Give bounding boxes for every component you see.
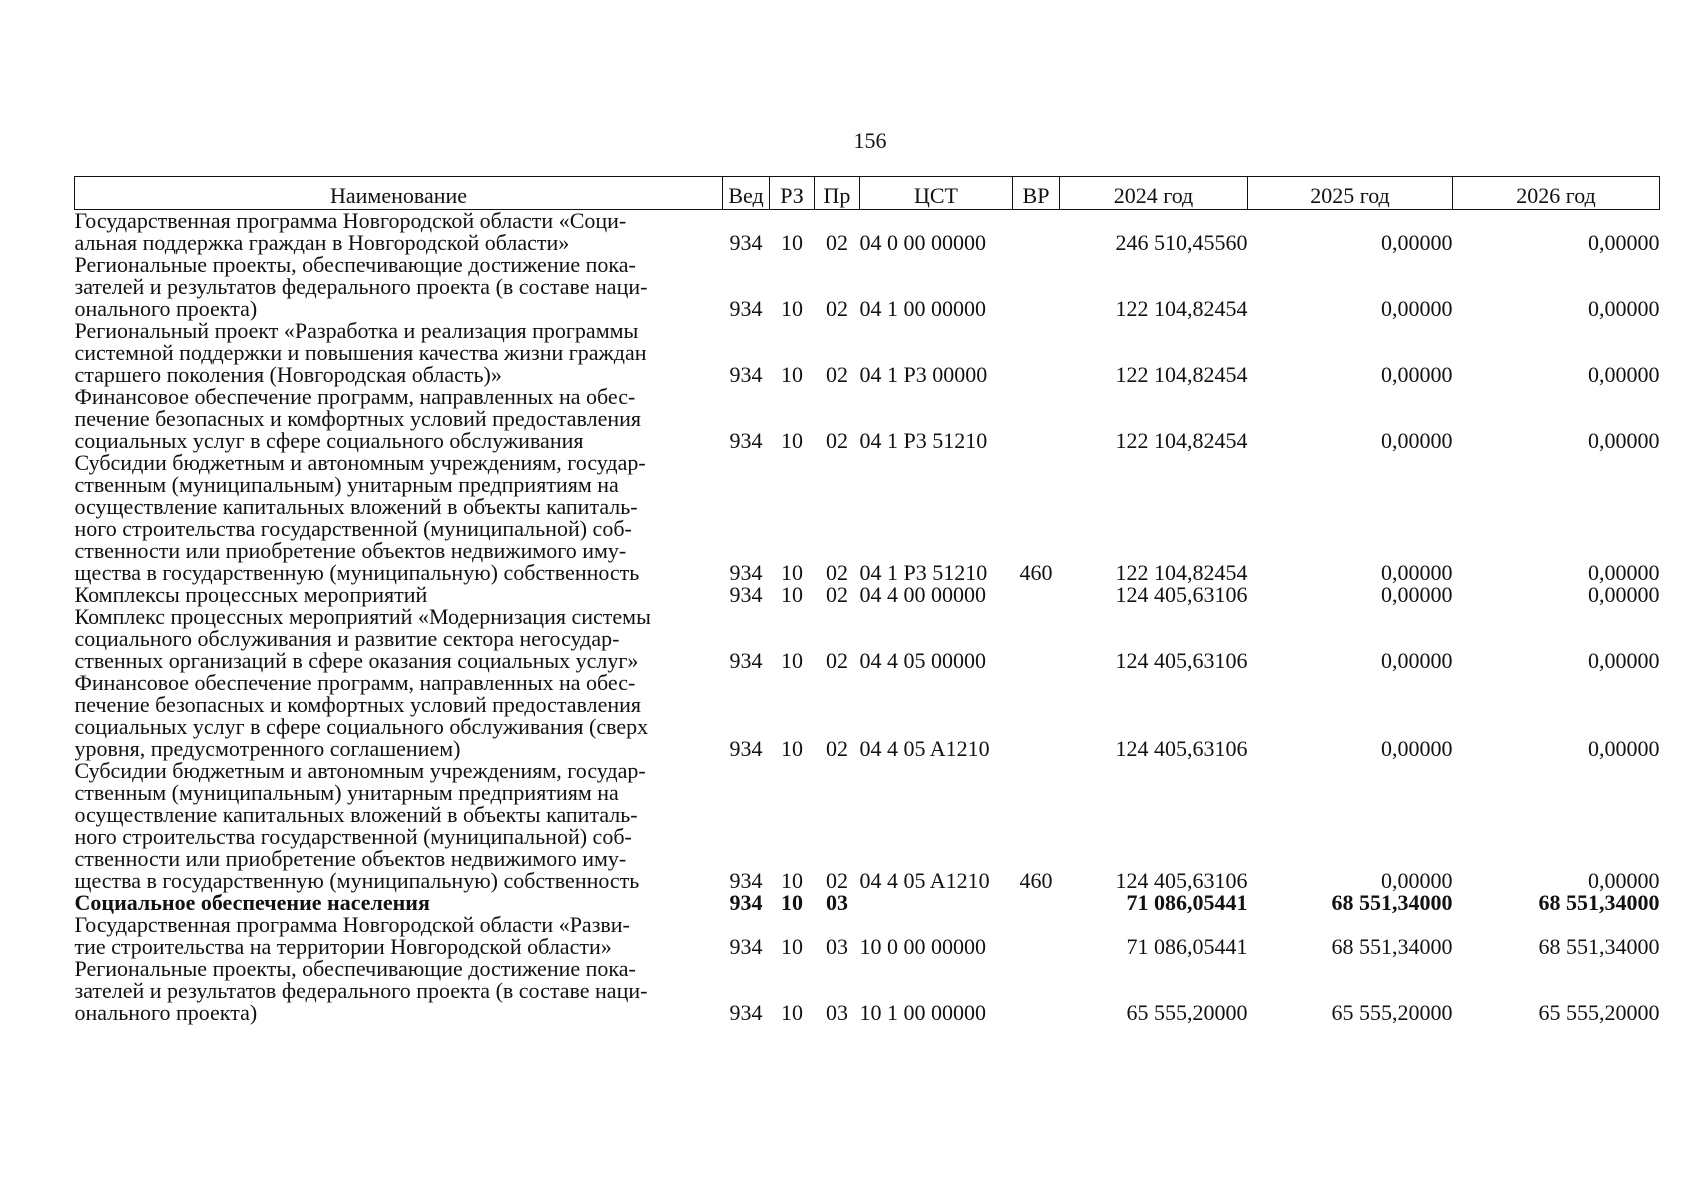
row-name-line: ственным (муниципальным) унитарным предприятиям на (74, 472, 619, 497)
row-name-line: Субсидии бюджетным и автономным учреждениям, государ- (74, 450, 646, 475)
table-row (75, 892, 1660, 914)
row-name (75, 892, 723, 914)
row-vr (1013, 914, 1060, 958)
row-rz: 10 (781, 428, 803, 453)
table-row (75, 254, 1660, 320)
row-ved: 934 (729, 648, 763, 673)
page-number: 156 (853, 128, 887, 153)
row-name (75, 254, 723, 320)
row-amount-2025: 0,00000 (1381, 560, 1453, 585)
row-name (75, 452, 723, 584)
row-ved: 934 (729, 230, 763, 255)
row-pr: 02 (826, 362, 848, 387)
row-amount-2024: 124 405,63106 (1115, 868, 1248, 893)
header-vr: ВР (1013, 177, 1060, 210)
row-amount-2025: 0,00000 (1381, 582, 1453, 607)
row-ved: 934 (729, 1000, 763, 1025)
table-body (75, 210, 1660, 1025)
row-name-line: социальных услуг в сфере социального обслуживания (сверх (74, 714, 649, 739)
row-amount-2024: 122 104,82454 (1115, 296, 1248, 321)
row-pr: 02 (826, 582, 848, 607)
row-name (75, 584, 723, 606)
row-cst: 04 1 P3 00000 (859, 362, 988, 387)
row-rz: 10 (781, 560, 803, 585)
row-ved: 934 (729, 560, 763, 585)
row-amount-2024: 124 405,63106 (1115, 582, 1248, 607)
row-amount-2026: 0,00000 (1588, 230, 1660, 255)
row-ved: 934 (729, 890, 763, 915)
row-vr (1013, 254, 1060, 320)
header-ved: Вед (723, 177, 770, 210)
row-cst (860, 892, 1013, 914)
row-cst: 04 1 P3 51210 (859, 428, 988, 453)
header-2026: 2026 год (1453, 177, 1660, 210)
row-amount-2026: 68 551,34000 (1538, 934, 1660, 959)
row-cst: 10 1 00 00000 (859, 1000, 986, 1025)
row-amount-2026: 0,00000 (1588, 296, 1660, 321)
row-name-line: ственных организаций в сфере оказания социальных услуг» (74, 648, 639, 673)
row-name-line: Региональные проекты, обеспечивающие достижение пока- (74, 252, 636, 277)
row-ved: 934 (729, 582, 763, 607)
row-pr: 02 (826, 648, 848, 673)
row-amount-2026: 0,00000 (1588, 582, 1660, 607)
row-name-line: Комплекс процессных мероприятий «Модернизация системы (74, 604, 651, 629)
row-cst: 04 0 00 00000 (859, 230, 986, 255)
table-row (75, 584, 1660, 606)
row-vr (1013, 386, 1060, 452)
row-pr: 03 (826, 890, 848, 915)
row-name-line: онального проекта) (74, 1000, 258, 1025)
row-rz: 10 (781, 230, 803, 255)
row-amount-2024: 124 405,63106 (1115, 736, 1248, 761)
row-pr: 03 (826, 1000, 848, 1025)
row-vr: 460 (1019, 560, 1053, 585)
header-rz: РЗ (770, 177, 815, 210)
row-rz: 10 (781, 582, 803, 607)
table-row (75, 606, 1660, 672)
row-vr (1013, 958, 1060, 1024)
table-row (75, 958, 1660, 1024)
table-row (75, 914, 1660, 958)
row-name (75, 760, 723, 892)
row-name-line: печение безопасных и комфортных условий предоставления (74, 406, 642, 431)
row-amount-2026: 0,00000 (1588, 868, 1660, 893)
budget-table (74, 176, 1660, 1024)
row-rz: 10 (781, 1000, 803, 1025)
row-amount-2025: 0,00000 (1381, 428, 1453, 453)
row-ved: 934 (729, 428, 763, 453)
row-vr (1013, 892, 1060, 914)
row-amount-2025: 0,00000 (1381, 230, 1453, 255)
row-name-line: системной поддержки и повышения качества жизни граждан (74, 340, 647, 365)
row-rz: 10 (781, 648, 803, 673)
row-ved: 934 (729, 736, 763, 761)
row-name-line: социального обслуживания и развитие сектора негосудар- (74, 626, 620, 651)
table-header (75, 177, 1660, 210)
row-amount-2024: 122 104,82454 (1115, 560, 1248, 585)
row-cst: 04 1 P3 51210 (859, 560, 988, 585)
table-row (75, 320, 1660, 386)
row-name (75, 386, 723, 452)
row-name (75, 914, 723, 958)
row-name-line: печение безопасных и комфортных условий предоставления (74, 692, 642, 717)
row-cst: 10 0 00 00000 (859, 934, 986, 959)
row-amount-2026: 0,00000 (1588, 428, 1660, 453)
row-name-line: онального проекта) (74, 296, 258, 321)
row-cst: 04 4 05 A1210 (859, 868, 990, 893)
row-amount-2024: 122 104,82454 (1115, 362, 1248, 387)
row-rz: 10 (781, 934, 803, 959)
row-name-line: ственности или приобретение объектов недвижимого иму- (74, 846, 627, 871)
row-pr: 02 (826, 868, 848, 893)
row-amount-2025: 68 551,34000 (1331, 934, 1453, 959)
row-name-line: Социальное обеспечение населения (74, 890, 430, 915)
row-name-line: социальных услуг в сфере социального обслуживания (74, 428, 584, 453)
row-cst: 04 4 00 00000 (859, 582, 986, 607)
row-name-line: щества в государственную (муниципальную) собственность (74, 560, 640, 585)
row-pr: 03 (826, 934, 848, 959)
row-name-line: Финансовое обеспечение программ, направленных на обес- (74, 384, 636, 409)
row-name-line: ного строительства государственной (муниципальной) соб- (74, 824, 632, 849)
row-cst: 04 4 05 A1210 (859, 736, 990, 761)
row-pr: 02 (826, 296, 848, 321)
row-pr: 02 (826, 428, 848, 453)
row-name-line: осуществление капитальных вложений в объекты капиталь- (74, 802, 638, 827)
row-name-line: Государственная программа Новгородской области «Соци- (74, 208, 627, 233)
row-amount-2025: 0,00000 (1381, 736, 1453, 761)
row-name-line: Региональные проекты, обеспечивающие достижение пока- (74, 956, 636, 981)
row-vr (1013, 606, 1060, 672)
row-name-line: Государственная программа Новгородской области «Разви- (74, 912, 630, 937)
table-row (75, 672, 1660, 760)
row-name-line: ного строительства государственной (муниципальной) соб- (74, 516, 632, 541)
row-rz: 10 (781, 736, 803, 761)
row-ved: 934 (729, 934, 763, 959)
row-amount-2026: 0,00000 (1588, 560, 1660, 585)
row-vr (1013, 320, 1060, 386)
header-pr: Пр (815, 177, 860, 210)
row-cst: 04 1 00 00000 (859, 296, 986, 321)
table-row (75, 760, 1660, 892)
row-ved: 934 (729, 868, 763, 893)
row-name-line: щества в государственную (муниципальную) собственность (74, 868, 640, 893)
header-cst: ЦСТ (860, 177, 1013, 210)
row-amount-2026: 0,00000 (1588, 362, 1660, 387)
row-pr: 02 (826, 230, 848, 255)
row-name-line: альная поддержка граждан в Новгородской области» (74, 230, 570, 255)
row-name (75, 210, 723, 255)
row-cst: 04 4 05 00000 (859, 648, 986, 673)
row-amount-2025: 0,00000 (1381, 362, 1453, 387)
row-pr: 02 (826, 736, 848, 761)
row-name-line: старшего поколения (Новгородская область)» (74, 362, 502, 387)
row-name-line: ственности или приобретение объектов недвижимого иму- (74, 538, 627, 563)
row-amount-2025: 0,00000 (1381, 296, 1453, 321)
row-name-line: уровня, предусмотренного соглашением) (74, 736, 461, 761)
row-name-line: зателей и результатов федерального проекта (в составе наци- (74, 274, 648, 299)
row-amount-2025: 0,00000 (1381, 648, 1453, 673)
table-row (75, 210, 1660, 255)
table-row (75, 386, 1660, 452)
row-amount-2024: 124 405,63106 (1115, 648, 1248, 673)
row-name (75, 958, 723, 1024)
row-name (75, 606, 723, 672)
row-amount-2024: 122 104,82454 (1115, 428, 1248, 453)
row-rz: 10 (781, 868, 803, 893)
table-row (75, 452, 1660, 584)
row-vr: 460 (1019, 868, 1053, 893)
row-amount-2025: 0,00000 (1381, 868, 1453, 893)
row-pr: 02 (826, 560, 848, 585)
row-ved: 934 (729, 362, 763, 387)
row-amount-2026: 68 551,34000 (1538, 890, 1660, 915)
row-name-line: ственным (муниципальным) унитарным предприятиям на (74, 780, 619, 805)
row-rz: 10 (781, 362, 803, 387)
row-amount-2024: 71 086,05441 (1126, 890, 1248, 915)
row-name-line: зателей и результатов федерального проекта (в составе наци- (74, 978, 648, 1003)
row-amount-2024: 65 555,20000 (1126, 1000, 1248, 1025)
row-vr (1013, 210, 1060, 255)
row-ved: 934 (729, 296, 763, 321)
row-name-line: Региональный проект «Разработка и реализация программы (74, 318, 639, 343)
row-name (75, 672, 723, 760)
row-vr (1013, 672, 1060, 760)
row-amount-2025: 65 555,20000 (1331, 1000, 1453, 1025)
row-vr (1013, 584, 1060, 606)
row-amount-2026: 65 555,20000 (1538, 1000, 1660, 1025)
row-amount-2025: 68 551,34000 (1331, 890, 1453, 915)
row-amount-2024: 246 510,45560 (1115, 230, 1248, 255)
row-name-line: тие строительства на территории Новгородской области» (74, 934, 612, 959)
header-2024: 2024 год (1060, 177, 1248, 210)
row-name-line: осуществление капитальных вложений в объекты капиталь- (74, 494, 638, 519)
header-2025: 2025 год (1248, 177, 1453, 210)
row-amount-2024: 71 086,05441 (1126, 934, 1248, 959)
row-amount-2026: 0,00000 (1588, 736, 1660, 761)
row-name (75, 320, 723, 386)
row-rz: 10 (781, 296, 803, 321)
row-name-line: Субсидии бюджетным и автономным учреждениям, государ- (74, 758, 646, 783)
row-amount-2026: 0,00000 (1588, 648, 1660, 673)
row-name-line: Финансовое обеспечение программ, направленных на обес- (74, 670, 636, 695)
row-name-line: Комплексы процессных мероприятий (74, 582, 428, 607)
row-rz: 10 (781, 890, 803, 915)
header-name: Наименование (75, 177, 723, 210)
